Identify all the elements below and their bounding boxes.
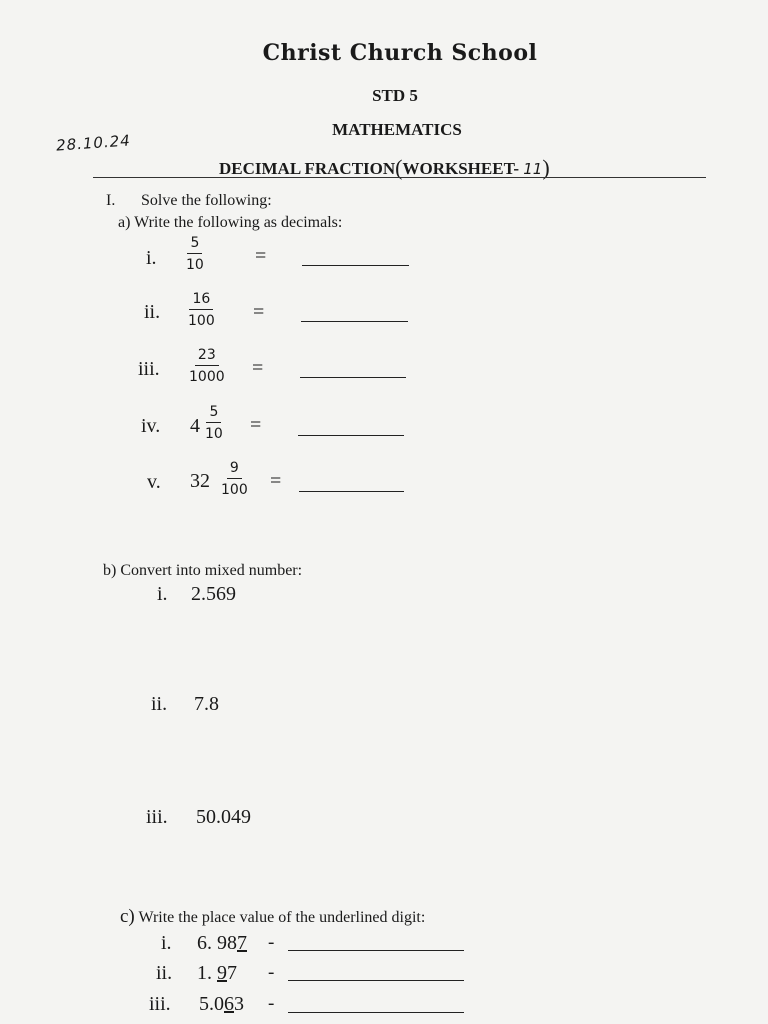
number-with-underline	[197, 962, 237, 985]
digits-after: 3	[234, 993, 244, 1015]
equals-sign: =	[252, 357, 264, 379]
dash: -	[268, 962, 275, 983]
equals-sign: =	[250, 414, 262, 436]
title-text: DECIMAL FRACTION	[219, 159, 396, 178]
whole-number: 32	[190, 470, 210, 492]
item-label: iii.	[149, 993, 171, 1015]
numerator: 9	[227, 460, 242, 479]
worksheet-label: WORKSHEET-	[402, 159, 520, 178]
section-number: I.	[106, 192, 116, 209]
denominator: 10	[186, 257, 204, 273]
header-divider	[93, 177, 706, 178]
digits-before: 5.0	[199, 993, 224, 1015]
equals-sign: =	[255, 245, 267, 267]
school-name: Christ Church School	[262, 40, 538, 66]
denominator: 100	[188, 313, 215, 329]
equals-sign: =	[270, 470, 282, 492]
item-label: iii.	[138, 358, 160, 380]
answer-blank[interactable]	[288, 950, 464, 951]
fraction	[205, 404, 223, 442]
part-b-heading: b) Convert into mixed number:	[103, 562, 303, 579]
numerator: 5	[187, 235, 202, 254]
item-label: iv.	[141, 415, 161, 437]
underlined-digit: 9	[217, 962, 227, 984]
dash: -	[268, 993, 275, 1014]
part-a-heading: a) Write the following as decimals:	[118, 214, 343, 231]
part-c-heading	[120, 906, 425, 928]
item-label: i.	[161, 932, 172, 954]
whole-number: 4	[190, 415, 200, 437]
decimal-value: 2.569	[191, 583, 236, 605]
item-label: iii.	[146, 806, 168, 828]
answer-blank[interactable]	[288, 980, 464, 981]
decimal-value: 7.8	[194, 693, 219, 715]
digits-after: 7	[227, 962, 237, 984]
answer-blank[interactable]	[299, 491, 404, 492]
denominator: 1000	[189, 369, 225, 385]
numerator: 23	[195, 347, 219, 366]
numerator: 5	[206, 404, 221, 423]
item-label: ii.	[144, 301, 161, 323]
item-label: v.	[147, 471, 161, 493]
answer-blank[interactable]	[302, 265, 409, 266]
denominator: 10	[205, 426, 223, 442]
item-label: i.	[146, 247, 157, 269]
answer-blank[interactable]	[301, 321, 408, 322]
underlined-digit: 7	[237, 932, 247, 954]
worksheet-number: 11	[523, 160, 543, 178]
standard: STD 5	[372, 86, 418, 105]
item-label: i.	[157, 583, 168, 605]
fraction	[186, 235, 204, 273]
open-paren: (	[395, 155, 403, 180]
answer-blank[interactable]	[300, 377, 406, 378]
decimal-value: 50.049	[196, 806, 251, 828]
part-c-label: c)	[120, 906, 135, 927]
section-title: Solve the following:	[141, 192, 272, 209]
digits-before: 6. 98	[197, 932, 237, 954]
subject: MATHEMATICS	[332, 120, 462, 139]
close-paren: )	[542, 155, 550, 180]
item-label: ii.	[156, 962, 173, 984]
answer-blank[interactable]	[298, 435, 404, 436]
digits-before: 1.	[197, 962, 217, 984]
underlined-digit: 6	[224, 993, 234, 1015]
numerator: 16	[189, 291, 213, 310]
answer-blank[interactable]	[288, 1012, 464, 1013]
dash: -	[268, 932, 275, 953]
item-label: ii.	[151, 693, 168, 715]
number-with-underline	[197, 932, 247, 955]
fraction	[189, 347, 225, 385]
equals-sign: =	[253, 301, 265, 323]
fraction	[221, 460, 248, 498]
part-c-text: Write the place value of the underlined digit:	[138, 909, 426, 926]
number-with-underline	[199, 993, 244, 1016]
fraction	[188, 291, 215, 329]
handwritten-date: 28.10.24	[55, 131, 132, 155]
denominator: 100	[221, 482, 248, 498]
